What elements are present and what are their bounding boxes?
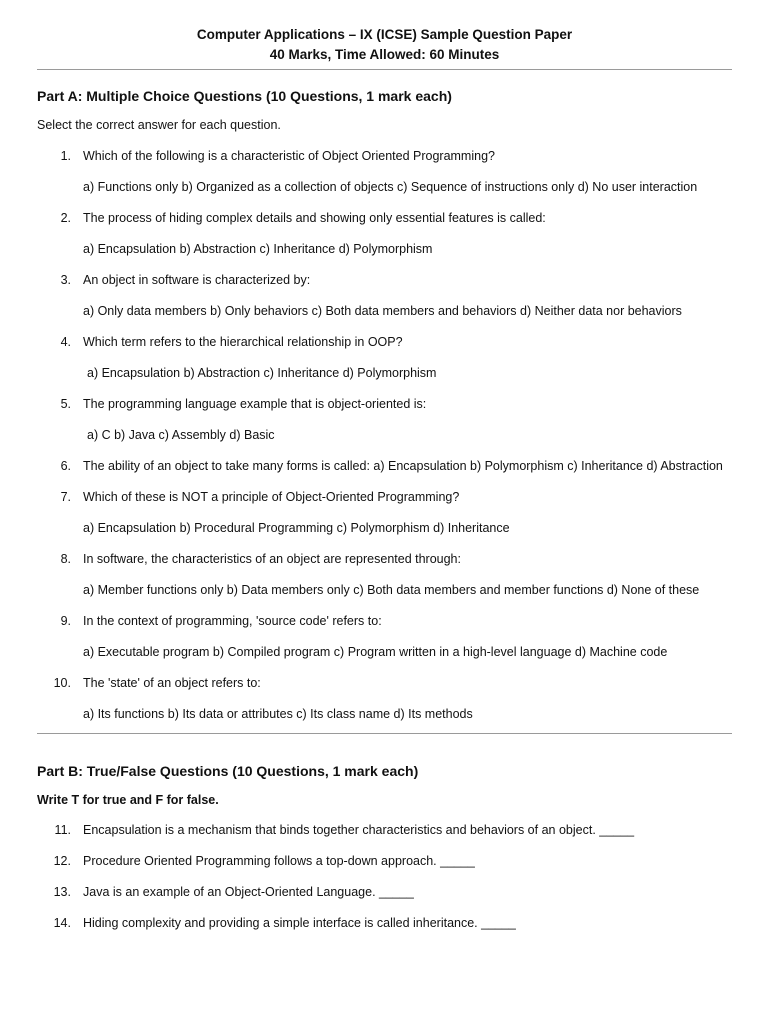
question-item bbox=[37, 456, 732, 476]
part-a-title: Part A: Multiple Choice Questions (10 Questions, 1 mark each) bbox=[37, 88, 452, 104]
question-text: Which of these is NOT a principle of Object-Oriented Programming? bbox=[83, 490, 460, 504]
question-options: a) Its functions b) Its data or attributes c) Its class name d) Its methods bbox=[83, 707, 473, 721]
question-item bbox=[37, 487, 732, 538]
question-number: 11. bbox=[54, 823, 71, 837]
question-options: a) Encapsulation b) Abstraction c) Inheritance d) Polymorphism bbox=[87, 366, 437, 380]
question-number: 6. bbox=[60, 459, 71, 473]
document-header bbox=[37, 25, 732, 65]
question-text: Which term refers to the hierarchical relationship in OOP? bbox=[83, 335, 403, 349]
question-number: 1. bbox=[60, 149, 71, 163]
question-item bbox=[37, 146, 732, 197]
question-text: An object in software is characterized by: bbox=[83, 273, 311, 287]
question-text: The process of hiding complex details and showing only essential features is called: bbox=[83, 211, 546, 225]
section-divider bbox=[37, 733, 732, 734]
question-number: 13. bbox=[53, 885, 71, 899]
question-options: a) Encapsulation b) Abstraction c) Inheritance d) Polymorphism bbox=[83, 242, 433, 256]
question-number: 9. bbox=[60, 614, 71, 628]
question-text: In software, the characteristics of an object are represented through: bbox=[83, 552, 461, 566]
question-item bbox=[37, 882, 732, 902]
question-text: Hiding complexity and providing a simple interface is called inheritance. _____ bbox=[83, 916, 516, 930]
question-number: 14. bbox=[53, 916, 71, 930]
question-options: a) Functions only b) Organized as a collection of objects c) Sequence of instructions only d) No user interaction bbox=[83, 180, 698, 194]
question-options: a) Executable program b) Compiled program c) Program written in a high-level language d) Machine code bbox=[83, 645, 668, 659]
question-number: 4. bbox=[60, 335, 71, 349]
question-item bbox=[37, 332, 732, 383]
part-a-question-list bbox=[37, 146, 732, 724]
question-number: 10. bbox=[53, 676, 71, 690]
question-item bbox=[37, 851, 732, 871]
question-number: 2. bbox=[60, 211, 71, 225]
question-text: The ability of an object to take many forms is called: a) Encapsulation b) Polymorphism c) Inheritance d) Abstraction bbox=[83, 459, 723, 473]
question-options: a) Member functions only b) Data members only c) Both data members and member functions d) None of these bbox=[83, 583, 700, 597]
question-text: Java is an example of an Object-Oriented Language. _____ bbox=[83, 885, 414, 899]
question-number: 5. bbox=[60, 397, 71, 411]
paper-title: Computer Applications – IX (ICSE) Sample Question Paper bbox=[196, 27, 573, 42]
part-b-question-list bbox=[37, 820, 732, 933]
question-item bbox=[37, 913, 732, 933]
question-item bbox=[37, 549, 732, 600]
question-text: In the context of programming, 'source code' refers to: bbox=[83, 614, 382, 628]
question-number: 3. bbox=[60, 273, 71, 287]
question-item bbox=[37, 270, 732, 321]
header-divider bbox=[37, 69, 732, 70]
question-item bbox=[37, 208, 732, 259]
question-options: a) Encapsulation b) Procedural Programming c) Polymorphism d) Inheritance bbox=[83, 521, 510, 535]
question-item bbox=[37, 394, 732, 445]
paper-marks-time: 40 Marks, Time Allowed: 60 Minutes bbox=[269, 47, 500, 62]
question-number: 8. bbox=[60, 552, 71, 566]
question-text: Procedure Oriented Programming follows a top-down approach. _____ bbox=[83, 854, 475, 868]
question-text: Encapsulation is a mechanism that binds together characteristics and behaviors of an object. _____ bbox=[83, 823, 635, 837]
question-options: a) C b) Java c) Assembly d) Basic bbox=[87, 428, 275, 442]
part-b-title: Part B: True/False Questions (10 Questions, 1 mark each) bbox=[37, 763, 419, 779]
question-item bbox=[37, 673, 732, 724]
question-text: The 'state' of an object refers to: bbox=[83, 676, 261, 690]
part-a-instruction: Select the correct answer for each question. bbox=[37, 118, 281, 132]
question-text: Which of the following is a characteristic of Object Oriented Programming? bbox=[83, 149, 495, 163]
question-number: 12. bbox=[53, 854, 71, 868]
question-text: The programming language example that is object-oriented is: bbox=[83, 397, 427, 411]
question-options: a) Only data members b) Only behaviors c) Both data members and behaviors d) Neither data nor behaviors bbox=[83, 304, 682, 318]
question-item bbox=[37, 611, 732, 662]
question-item bbox=[37, 820, 732, 840]
part-b-instruction: Write T for true and F for false. bbox=[37, 793, 219, 807]
question-number: 7. bbox=[60, 490, 71, 504]
